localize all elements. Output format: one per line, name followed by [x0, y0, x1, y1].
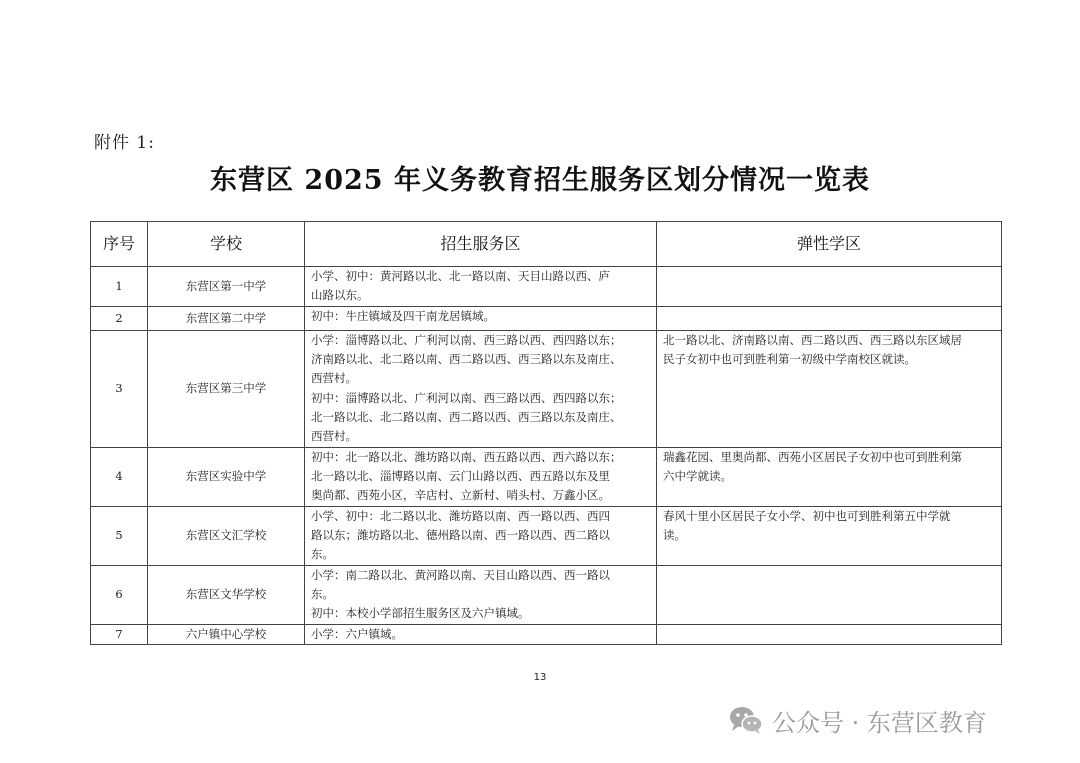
service-zone-line: 西营村。	[311, 371, 357, 386]
table-row	[91, 448, 1002, 507]
flexible-zone-line: 瑞鑫花园、里奥尚都、西苑小区居民子女初中也可到胜利第	[663, 450, 962, 464]
service-zone-line: 北一路以北、淄博路以南、云门山路以西、西五路以东及里	[311, 469, 610, 484]
service-zone-line: 路以东；潍坊路以北、德州路以南、西一路以西、西二路以	[311, 528, 610, 543]
table-row	[91, 566, 1002, 625]
service-zone-cell	[305, 448, 657, 507]
school-name: 东营区实验中学	[148, 448, 305, 507]
service-zone-cell	[305, 331, 657, 448]
service-zone-line: 东。	[311, 547, 334, 562]
service-zone-cell	[305, 624, 657, 644]
service-zone-line: 小学、初中：北二路以北、潍坊路以南、西一路以西、西四	[311, 509, 610, 523]
school-name: 东营区第一中学	[148, 267, 305, 307]
service-zone-line: 小学：淄博路以北、广利河以南、西三路以西、西四路以东；	[311, 333, 622, 347]
flexible-zone-cell	[657, 566, 1002, 625]
wechat-icon	[728, 705, 764, 735]
watermark-text: 公众号 · 东营区教育	[772, 708, 987, 737]
document-title: 东营区 2025 年义务教育招生服务区划分情况一览表	[210, 165, 870, 196]
row-number: 5	[91, 507, 148, 566]
row-number: 4	[91, 448, 148, 507]
service-zone-line: 初中：本校小学部招生服务区及六户镇域。	[311, 606, 530, 621]
table-header-row	[91, 222, 1002, 267]
service-zone-line: 小学、初中：黄河路以北、北一路以南、天目山路以西、庐	[311, 269, 610, 283]
service-zone-cell	[305, 566, 657, 625]
flexible-zone-cell	[657, 331, 1002, 448]
service-zone-line: 西营村。	[311, 429, 357, 444]
school-name: 东营区文华学校	[148, 566, 305, 625]
flexible-zone-cell	[657, 267, 1002, 307]
table-row	[91, 331, 1002, 448]
row-number: 6	[91, 566, 148, 625]
enrollment-zone-table	[90, 221, 1002, 645]
flexible-zone-cell	[657, 307, 1002, 331]
school-name: 六户镇中心学校	[148, 624, 305, 644]
service-zone-line: 北一路以北、北二路以南、西二路以西、西三路以东及南庄、	[311, 409, 622, 424]
row-number: 1	[91, 267, 148, 307]
page-number: 13	[533, 672, 547, 683]
school-name: 东营区第三中学	[148, 331, 305, 448]
flexible-zone-line: 北一路以北、济南路以南、西二路以西、西三路以东区域居	[663, 333, 962, 347]
flexible-zone-line: 读。	[663, 528, 686, 543]
service-zone-line: 东。	[311, 587, 334, 602]
table-row	[91, 267, 1002, 307]
flexible-zone-cell	[657, 624, 1002, 644]
row-number: 7	[91, 624, 148, 644]
school-name: 东营区文汇学校	[148, 507, 305, 566]
header-number: 序号	[91, 222, 148, 267]
flexible-zone-cell	[657, 507, 1002, 566]
service-zone-line: 小学：南二路以北、黄河路以南、天目山路以西、西一路以	[311, 568, 610, 582]
service-zone-cell	[305, 507, 657, 566]
table-body	[91, 267, 1002, 645]
flexible-zone-line: 春风十里小区居民子女小学、初中也可到胜利第五中学就	[663, 509, 951, 523]
flexible-zone-line: 民子女初中也可到胜利第一初级中学南校区就读。	[663, 352, 916, 367]
service-zone-line: 山路以东。	[311, 288, 369, 303]
watermark	[728, 704, 987, 736]
table-row	[91, 307, 1002, 331]
service-zone-line: 小学：六户镇域。	[311, 626, 403, 641]
service-zone-line: 奥尚都、西苑小区，辛店村、立新村、哨头村、万鑫小区。	[311, 488, 610, 503]
flexible-zone-cell	[657, 448, 1002, 507]
header-flexible-zone: 弹性学区	[657, 222, 1002, 267]
service-zone-line: 济南路以北、北二路以南、西二路以西、西三路以东及南庄、	[311, 352, 622, 367]
header-service-zone: 招生服务区	[305, 222, 657, 267]
service-zone-cell	[305, 307, 657, 331]
table-row	[91, 507, 1002, 566]
school-name: 东营区第二中学	[148, 307, 305, 331]
row-number: 3	[91, 331, 148, 448]
service-zone-line: 初中：北一路以北、潍坊路以南、西五路以西、西六路以东；	[311, 450, 622, 464]
row-number: 2	[91, 307, 148, 331]
flexible-zone-line: 六中学就读。	[663, 469, 732, 484]
service-zone-cell	[305, 267, 657, 307]
attachment-label: 附件 1:	[94, 133, 155, 153]
table-row	[91, 624, 1002, 644]
service-zone-line: 初中：牛庄镇域及四干南龙居镇域。	[311, 309, 495, 323]
service-zone-line: 初中：淄博路以北、广利河以南、西三路以西、西四路以东；	[311, 390, 622, 405]
header-school: 学校	[148, 222, 305, 267]
